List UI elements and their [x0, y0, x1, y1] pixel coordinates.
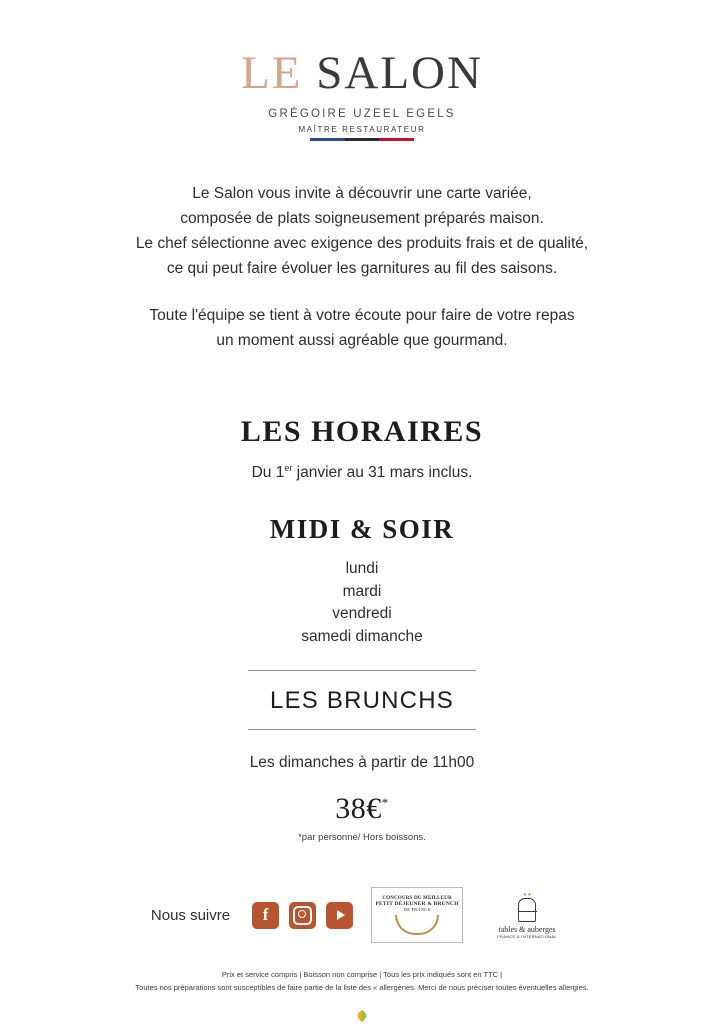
brunch-contest-badge — [371, 887, 463, 943]
day-item: vendredi — [332, 605, 392, 623]
intro-line-2: composée de plats soigneusement préparés maison. — [180, 209, 544, 227]
brand-owner: GRÉGOIRE UZEEL EGELS — [268, 108, 456, 120]
brunch-price-asterisk: * — [381, 795, 389, 811]
follow-label: Nous suivre — [150, 906, 231, 924]
chef-hat-icon — [518, 898, 536, 922]
service-days — [301, 558, 422, 648]
coffee-cup-icon — [395, 915, 439, 935]
tables-badge-name: tables & auberges — [498, 924, 556, 934]
hours-title: LES HORAIRES — [240, 415, 484, 449]
hours-period-prefix: Du 1 — [251, 464, 285, 482]
social-row — [0, 887, 724, 943]
day-item: samedi dimanche — [301, 627, 423, 645]
day-item: lundi — [345, 560, 379, 578]
brunch-price-note: *par personne/ Hors boissons. — [298, 832, 426, 844]
brunch-schedule: Les dimanches à partir de 11h00 — [249, 754, 475, 772]
brand-logo-salon: SALON — [316, 47, 483, 99]
contest-badge-line-2: PETIT DÉJEUNER & BRUNCH — [375, 900, 459, 907]
youtube-icon[interactable] — [326, 902, 353, 929]
contest-badge-line-1: CONCOURS DU MEILLEUR — [382, 895, 452, 901]
tables-auberges-badge — [481, 887, 573, 943]
badge-stars: ★★ — [522, 891, 532, 898]
tables-badge-subtitle: FRANCE & INTERNATIONAL — [497, 933, 557, 939]
leaf-logo-icon — [355, 1009, 369, 1023]
brunch-price — [335, 792, 389, 826]
divider-below-brunch — [248, 729, 476, 730]
brand-logo-le: LE — [241, 47, 317, 99]
brand-header — [241, 47, 483, 141]
french-flag-divider — [310, 138, 414, 141]
brunch-price-value: 38€ — [335, 792, 382, 826]
day-item: mardi — [342, 582, 382, 600]
brunch-title: LES BRUNCHS — [270, 687, 454, 715]
hours-period-suffix: janvier au 31 mars inclus. — [292, 464, 473, 482]
intro-line-6: un moment aussi agréable que gourmand. — [216, 332, 508, 350]
hours-period-sup: er — [284, 463, 293, 474]
brand-title: MAÎTRE RESTAURATEUR — [298, 125, 426, 134]
contest-badge-line-3: DE FRANCE — [403, 906, 431, 912]
service-title: MIDI & SOIR — [269, 514, 455, 545]
brand-logo — [241, 47, 483, 99]
footer-legal — [52, 969, 672, 995]
footer-line-2: Toutes nos préparations sont susceptibles de faire partie de la liste des « allergènes. Merci de nous préciser toutes éventuelles allergies. — [135, 982, 589, 992]
intro-paragraph — [52, 181, 672, 354]
footer-line-1: Prix et service compris | Boisson non comprise | Tous les prix indiqués sont en TTC | — [221, 970, 503, 980]
instagram-icon[interactable] — [289, 902, 316, 929]
intro-line-4: ce qui peut faire évoluer les garnitures au fil des saisons. — [166, 259, 558, 277]
hours-period — [252, 463, 473, 482]
divider-above-brunch — [248, 670, 476, 671]
intro-line-1: Le Salon vous invite à découvrir une carte variée, — [192, 184, 532, 202]
facebook-icon[interactable]: f — [252, 902, 279, 929]
social-icons — [252, 902, 353, 929]
intro-line-5: Toute l'équipe se tient à votre écoute pour faire de votre repas — [149, 306, 575, 324]
intro-line-3: Le chef sélectionne avec exigence des produits frais et de qualité, — [135, 234, 589, 252]
